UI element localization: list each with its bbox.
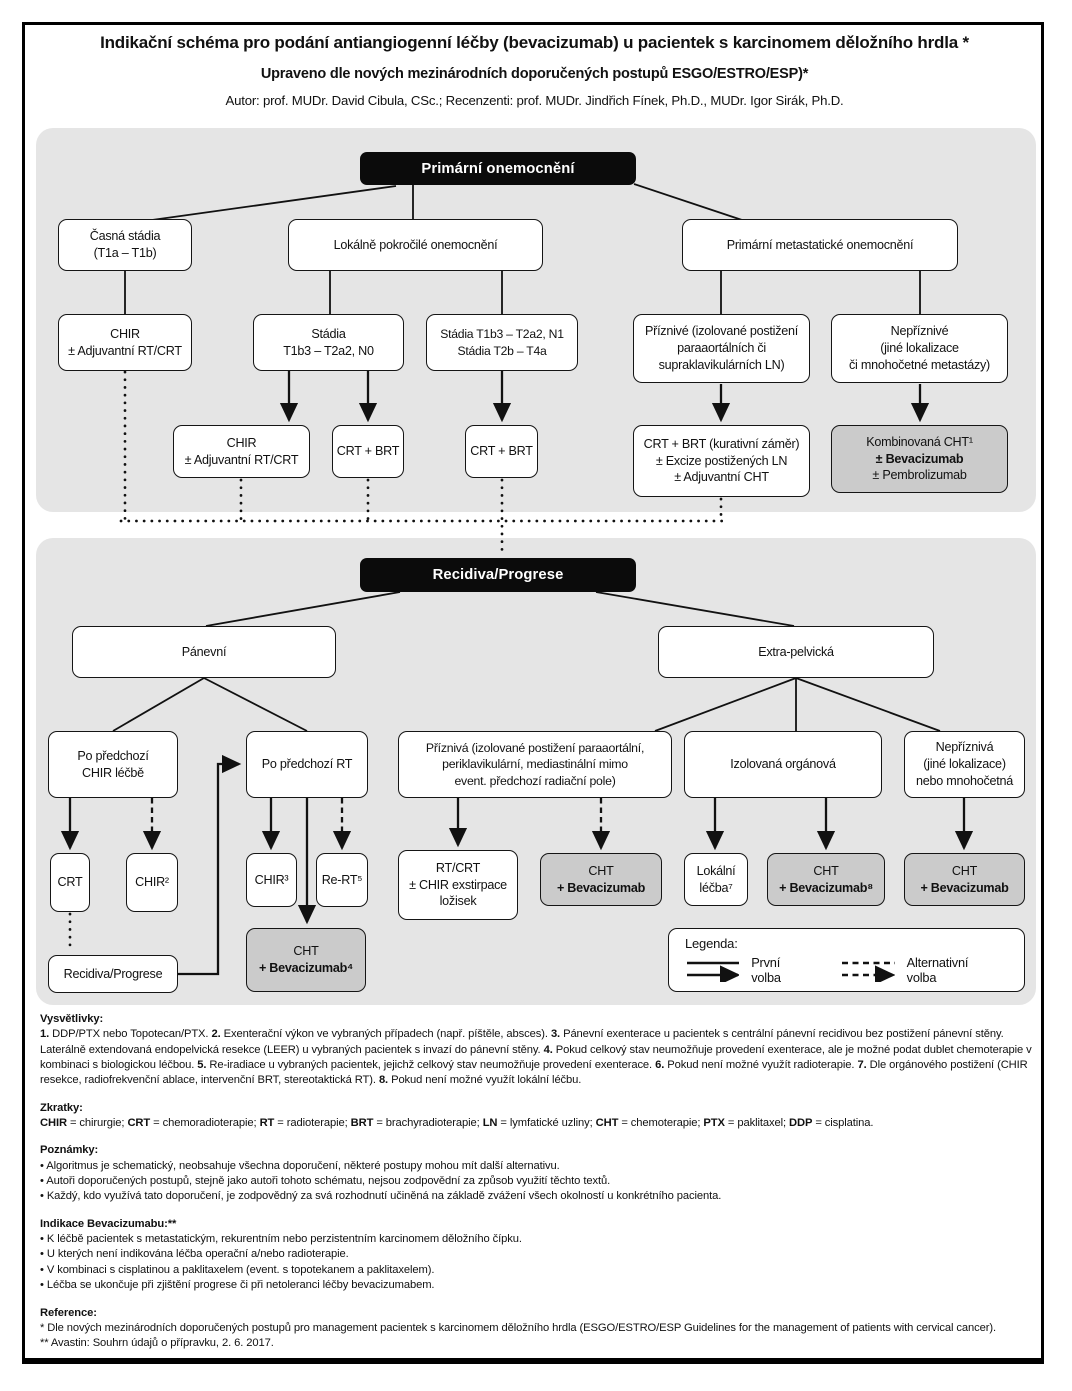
node-lokalni-lecba: Lokální léčba⁷ xyxy=(684,853,748,906)
author-line: Autor: prof. MUDr. David Cibula, CSc.; Recenzenti: prof. MUDr. Jindřich Fínek, Ph.D., MUDr. Igor Sirák, Ph.D. xyxy=(225,93,844,108)
alt-choice-glyph xyxy=(840,958,894,982)
indikace-heading: Indikace Bevacizumabu:** xyxy=(40,1217,177,1230)
zkratky-heading: Zkratky: xyxy=(40,1101,83,1114)
node-chir-2: CHIR² xyxy=(126,853,178,912)
zkratky-section xyxy=(40,1101,1034,1132)
poznamky-section xyxy=(40,1143,1034,1204)
node-nepriznive-metastazy: Nepříznivé (jiné lokalizace či mnohočetné metastázy) xyxy=(831,314,1008,383)
node-kombinovana-cht: Kombinovaná CHT¹ ± Bevacizumab ± Pembrolizumab xyxy=(831,425,1008,493)
vysvetlivky-text: 1. DDP/PTX nebo Topotecan/PTX. 2. Exenterační výkon ve vybraných případech (např. píštěle, absces). 3. Pánevní exenterace u pacientek s centrální pánevní recidivou bez postižení pánevní stěny. Laterálně extendovaná endopelvická resekce (LEER) u vybraných pacientek s invazí do pánevní stěny. 4. Pokud celkový stav neumožňuje provedení exenterace, ale je možné podat dublet chemoterapie v kombinaci s biologickou léčbou. 5. Re-iradiace u vybraných pacientek, jejichž celkový stav neumožňuje provedení exenterace. 6. Pokud není možné využít radioterapie. 7. Dle orgánového postižení (CHIR resekce, radiofrekvenční ablace, intervenční BRT, stereotaktická RT). 8. Pokud není možné využít lokální léčbu. xyxy=(40,1028,1032,1087)
indikace-item: • U kterých není indikována léčba operační a/nebo radioterapie. xyxy=(40,1248,349,1261)
legend-alt-choice-label: Alternativní volba xyxy=(906,955,969,985)
poznamky-heading: Poznámky: xyxy=(40,1144,99,1157)
node-cht-bevacizumab-c: CHT + Bevacizumab xyxy=(904,853,1025,906)
header-recurrence xyxy=(360,558,636,592)
node-panevni: Pánevní xyxy=(72,626,336,678)
node-stadia-n1: Stádia T1b3 – T2a2, N1 Stádia T2b – T4a xyxy=(426,314,578,371)
node-rt-crt-exstirpace: RT/CRT ± CHIR exstirpace ložisek xyxy=(398,850,518,920)
node-po-predchozi-rt: Po předchozí RT xyxy=(246,731,368,798)
node-crt: CRT xyxy=(50,853,90,912)
node-izolovana-organova: Izolovaná orgánová xyxy=(684,731,882,798)
poznamky-item: • Každý, kdo využívá tato doporučení, je zodpovědný za svá rozhodnutí učiněná na základě zvážení všech okolností u konkrétního pacienta. xyxy=(40,1190,722,1203)
legend-first-choice-label: První volba xyxy=(751,955,781,985)
page-subtitle: Upraveno dle nových mezinárodních doporučených postupů ESGO/ESTRO/ESP)* xyxy=(260,66,809,82)
legend-box xyxy=(668,928,1025,992)
node-cht-bevacizumab-8: CHT + Bevacizumab⁸ xyxy=(767,853,885,906)
poznamky-item: • Autoři doporučených postupů, stejně jako autoři tohoto schématu, nejsou zodpovědní za způsob využití těchto textů. xyxy=(40,1175,611,1188)
vysvetlivky-heading: Vysvětlivky: xyxy=(40,1013,104,1025)
reference-item: ** Avastin: Souhrn údajů o přípravku, 2. 6. 2017. xyxy=(40,1337,274,1350)
node-stadia-n0: Stádia T1b3 – T2a2, N0 xyxy=(253,314,404,371)
zkratky-text: CHIR = chirurgie; CRT = chemoradioterapie; RT = radioterapie; BRT = brachyradioterapie; LN = lymfatické uzliny; CHT = chemoterapie; PTX = paklitaxel; DDP = cisplatina. xyxy=(40,1117,874,1130)
node-primarni-metastaticke: Primární metastatické onemocnění xyxy=(682,219,958,271)
node-casna-stadia: Časná stádia (T1a – T1b) xyxy=(58,219,192,271)
node-crt-brt-kurativni: CRT + BRT (kurativní záměr) ± Excize postižených LN ± Adjuvantní CHT xyxy=(633,425,810,497)
node-po-predchozi-chir: Po předchozí CHIR léčbě xyxy=(48,731,178,798)
page-title: Indikační schéma pro podání antiangiogenní léčby (bevacizumab) u pacientek s karcinomem děložního hrdla * xyxy=(100,33,969,52)
node-priznive-ln: Příznivé (izolované postižení paraaortálních či supraklavikulárních LN) xyxy=(633,314,810,383)
node-chir-adjuvantni-1: CHIR ± Adjuvantní RT/CRT xyxy=(58,314,192,371)
node-extra-pelvicka: Extra-pelvická xyxy=(658,626,934,678)
node-lokalne-pokrocile: Lokálně pokročilé onemocnění xyxy=(288,219,543,271)
reference-item: * Dle nových mezinárodních doporučených postupů pro management pacientek s karcinomem děložního hrdla (ESGO/ESTRO/ESP Guidelines for the management of patients with cervical cancer). xyxy=(40,1321,997,1334)
footnotes xyxy=(40,1012,1034,1364)
indikace-item: • V kombinaci s cisplatinou a paklitaxelem (event. s topotekanem a paklitaxelem). xyxy=(40,1263,435,1276)
node-crt-brt-1: CRT + BRT xyxy=(332,425,404,478)
indikace-item: • Léčba se ukončuje při zjištění progrese či při netoleranci léčby bevacizumabem. xyxy=(40,1279,435,1292)
node-neprizniva-mnohocetna: Nepříznivá (jiné lokalizace) nebo mnohočetná xyxy=(904,731,1025,798)
indikace-item: • K léčbě pacientek s metastatickým, rekurentním nebo perzistentním karcinomem děložního čípku. xyxy=(40,1233,522,1246)
legend-title: Legenda: xyxy=(685,936,738,951)
header-primary-disease xyxy=(360,152,636,185)
reference-section xyxy=(40,1306,1034,1352)
node-cht-bevacizumab-4: CHT + Bevacizumab⁴ xyxy=(246,928,366,992)
reference-heading: Reference: xyxy=(40,1306,97,1319)
indikace-section xyxy=(40,1217,1034,1294)
poznamky-item: • Algoritmus je schematický, neobsahuje všechna doporučení, některé postupy mohou mít další alternativu. xyxy=(40,1159,560,1172)
node-chir-adjuvantni-2: CHIR ± Adjuvantní RT/CRT xyxy=(173,425,310,478)
node-cht-bevacizumab-a: CHT + Bevacizumab xyxy=(540,853,662,906)
first-choice-glyph xyxy=(685,958,739,982)
vysvetlivky-section xyxy=(40,1012,1034,1089)
title-block xyxy=(25,33,1044,108)
header-primary-disease-label: Primární onemocnění xyxy=(421,160,575,177)
node-recidiva-progrese: Recidiva/Progrese xyxy=(48,955,178,993)
node-re-rt-5: Re-RT⁵ xyxy=(316,853,368,907)
header-recurrence-label: Recidiva/Progrese xyxy=(432,567,564,583)
node-prizniva-extrapelvicka: Příznivá (izolované postižení paraaortální, periklavikulární, mediastinální mimo event. předchozí radiační pole) xyxy=(398,731,672,798)
node-crt-brt-2: CRT + BRT xyxy=(465,425,538,478)
node-chir-3: CHIR³ xyxy=(246,853,297,907)
